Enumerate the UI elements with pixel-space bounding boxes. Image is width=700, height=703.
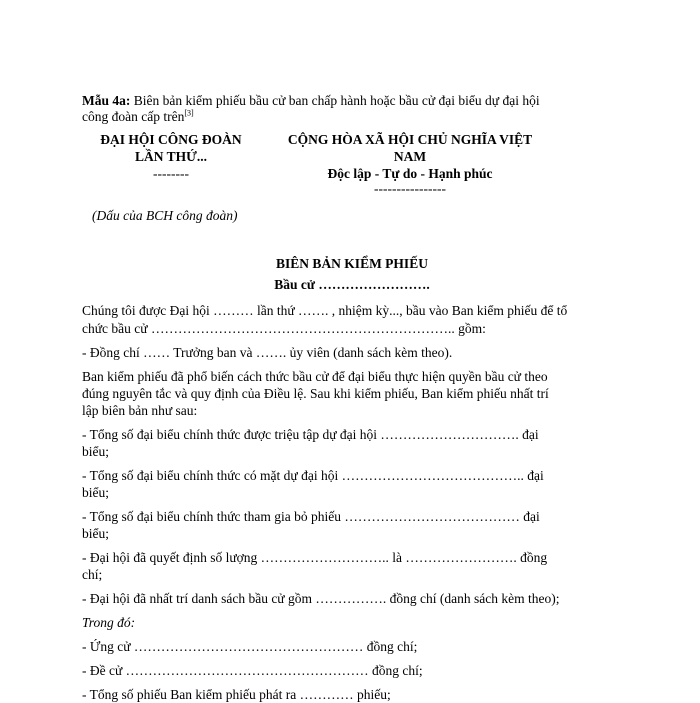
procedure-line-1: Ban kiểm phiếu đã phổ biến cách thức bầu cử để đại biểu thực hiện quyền bầu cử theo [82, 369, 548, 384]
nation-title: CỘNG HÒA XÃ HỘI CHỦ NGHĨA VIỆT [287, 132, 533, 147]
form-heading-cont [82, 108, 194, 125]
item-voting-delegates: - Tổng số đại biểu chính thức tham gia bỏ phiếu ………………………………… đại [82, 509, 540, 524]
motto: Độc lập - Tự do - Hạnh phúc [327, 166, 493, 181]
subsection-label: Trong đó: [82, 615, 136, 630]
right-divider: ---------------- [374, 181, 446, 196]
form-label: Mẫu 4a: [82, 93, 131, 108]
intro-line-1: Chúng tôi được Đại hội ……… lần thứ ……. , nhiệm kỳ..., bầu vào Ban kiểm phiếu để tổ [82, 303, 568, 318]
item-summoned-delegates: - Tổng số đại biểu chính thức được triệu tập dự đại hội …………………………. đại [82, 427, 539, 442]
footnote-marker[interactable]: [3] [184, 108, 194, 118]
union-congress-title: ĐẠI HỘI CÔNG ĐOÀN [100, 132, 242, 147]
document-subtitle: Bầu cử ……………………. [274, 277, 430, 292]
item-quantity-decision-cont: chí; [82, 567, 103, 582]
stamp-placeholder: (Dấu của BCH công đoàn) [92, 208, 238, 223]
item-nominated: - Đề cử ……………………………………………… đồng chí; [82, 663, 423, 678]
procedure-line-2: đúng nguyên tắc và quy định của Điều lệ. Sau khi kiểm phiếu, Ban kiểm phiếu nhất trí [82, 386, 549, 401]
item-self-nominated: - Ứng cử …………………………………………… đồng chí; [82, 639, 418, 654]
procedure-line-3: lập biên bản như sau: [82, 403, 198, 418]
form-heading [82, 92, 540, 109]
committee-members: - Đồng chí …… Trưởng ban và ……. ủy viên (danh sách kèm theo). [82, 345, 453, 360]
item-candidate-list: - Đại hội đã nhất trí danh sách bầu cử gồm ……………. đồng chí (danh sách kèm theo); [82, 591, 560, 606]
item-ballots-issued: - Tổng số phiếu Ban kiểm phiếu phát ra ………… phiếu; [82, 687, 391, 702]
item-voting-delegates-cont: biểu; [82, 526, 109, 541]
left-divider: -------- [153, 166, 189, 181]
intro-line-2: chức bầu cử ………………………………………………………….. gồm: [82, 321, 486, 336]
union-congress-session: LẦN THỨ... [134, 149, 207, 164]
nation-title-cont: NAM [393, 149, 427, 164]
form-description: Biên bản kiểm phiếu bầu cử ban chấp hành hoặc bầu cử đại biểu dự đại hội [130, 93, 540, 108]
item-summoned-delegates-cont: biểu; [82, 444, 109, 459]
item-quantity-decision: - Đại hội đã quyết định số lượng ……………………….. là ……………………. đồng [82, 550, 548, 565]
form-description-cont: công đoàn cấp trên [82, 109, 185, 124]
item-present-delegates: - Tổng số đại biểu chính thức có mặt dự đại hội ………………………………….. đại [82, 468, 544, 483]
document-title: BIÊN BẢN KIỂM PHIẾU [276, 256, 428, 271]
item-present-delegates-cont: biểu; [82, 485, 109, 500]
